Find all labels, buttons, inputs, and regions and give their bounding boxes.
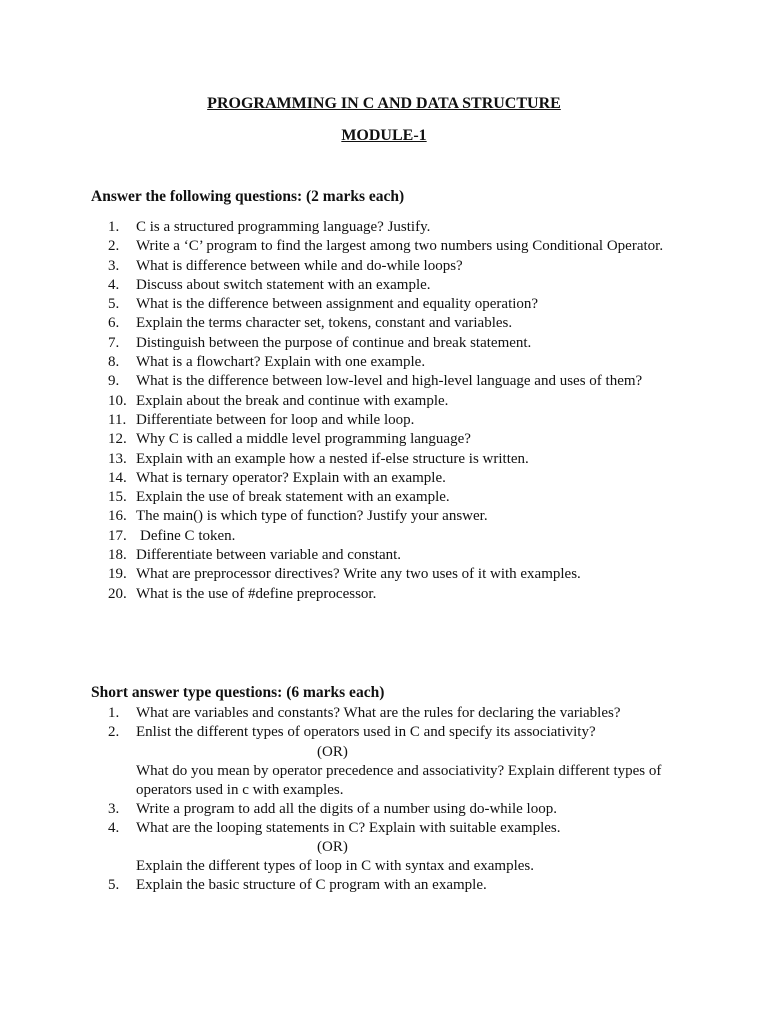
section1-question-list [0,218,768,604]
list-item: 20. What is the use of #define preprocessor. [108,585,377,602]
list-item: 12. Why C is called a middle level programming language? [108,431,471,448]
document-title: PROGRAMMING IN C AND DATA STRUCTURE [207,95,561,112]
list-item: 6. Explain the terms character set, tokens, constant and variables. [108,315,513,332]
list-item: 16. The main() is which type of function? Justify your answer. [108,508,488,525]
list-item: 18. Differentiate between variable and constant. [108,547,402,564]
list-item: 5. What is the difference between assignment and equality operation? [108,296,539,313]
list-item: 13. Explain with an example how a nested if-else structure is written. [108,450,529,467]
list-item: 7. Distinguish between the purpose of continue and break statement. [108,334,532,351]
list-item: 10. Explain about the break and continue with example. [108,392,449,409]
list-item: 17. Define C token. [108,527,236,544]
list-item: 4. What are the looping statements in C? Explain with suitable examples. [108,819,561,836]
list-item: 1. What are variables and constants? What are the rules for declaring the variables? [108,705,621,721]
section2-question-list [0,704,768,895]
alternate-question: What do you mean by operator precedence and associativity? Explain different types of operators used in c with examples. [136,762,662,798]
module-title: MODULE-1 [341,127,427,144]
section1-heading: Answer the following questions: (2 marks each) [91,188,405,205]
list-item: 3. Write a program to add all the digits of a number using do-while loop. [108,800,557,817]
or-separator: (OR) [317,839,348,856]
alternate-question: Explain the different types of loop in C with syntax and examples. [136,858,534,875]
list-item: 11. Differentiate between for loop and while loop. [108,411,415,428]
or-separator: (OR) [317,743,348,760]
list-item: 2. Enlist the different types of operators used in C and specify its associativity? [108,724,596,741]
list-item: 3. What is difference between while and do-while loops? [108,257,463,274]
list-item: 14. What is ternary operator? Explain with an example. [108,469,446,486]
list-item: 8. What is a flowchart? Explain with one example. [108,354,426,371]
list-item: 9. What is the difference between low-level and high-level language and uses of them? [108,373,643,390]
list-item: 15. Explain the use of break statement with an example. [108,489,450,506]
list-item: 19. What are preprocessor directives? Write any two uses of it with examples. [108,566,581,583]
list-item: 5. Explain the basic structure of C program with an example. [108,877,487,894]
list-item: 1. C is a structured programming language? Justify. [108,219,431,235]
list-item: 2. Write a ‘C’ program to find the largest among two numbers using Conditional Operator. [108,238,664,255]
list-item: 4. Discuss about switch statement with an example. [108,276,431,293]
section2-heading: Short answer type questions: (6 marks each) [91,684,385,701]
